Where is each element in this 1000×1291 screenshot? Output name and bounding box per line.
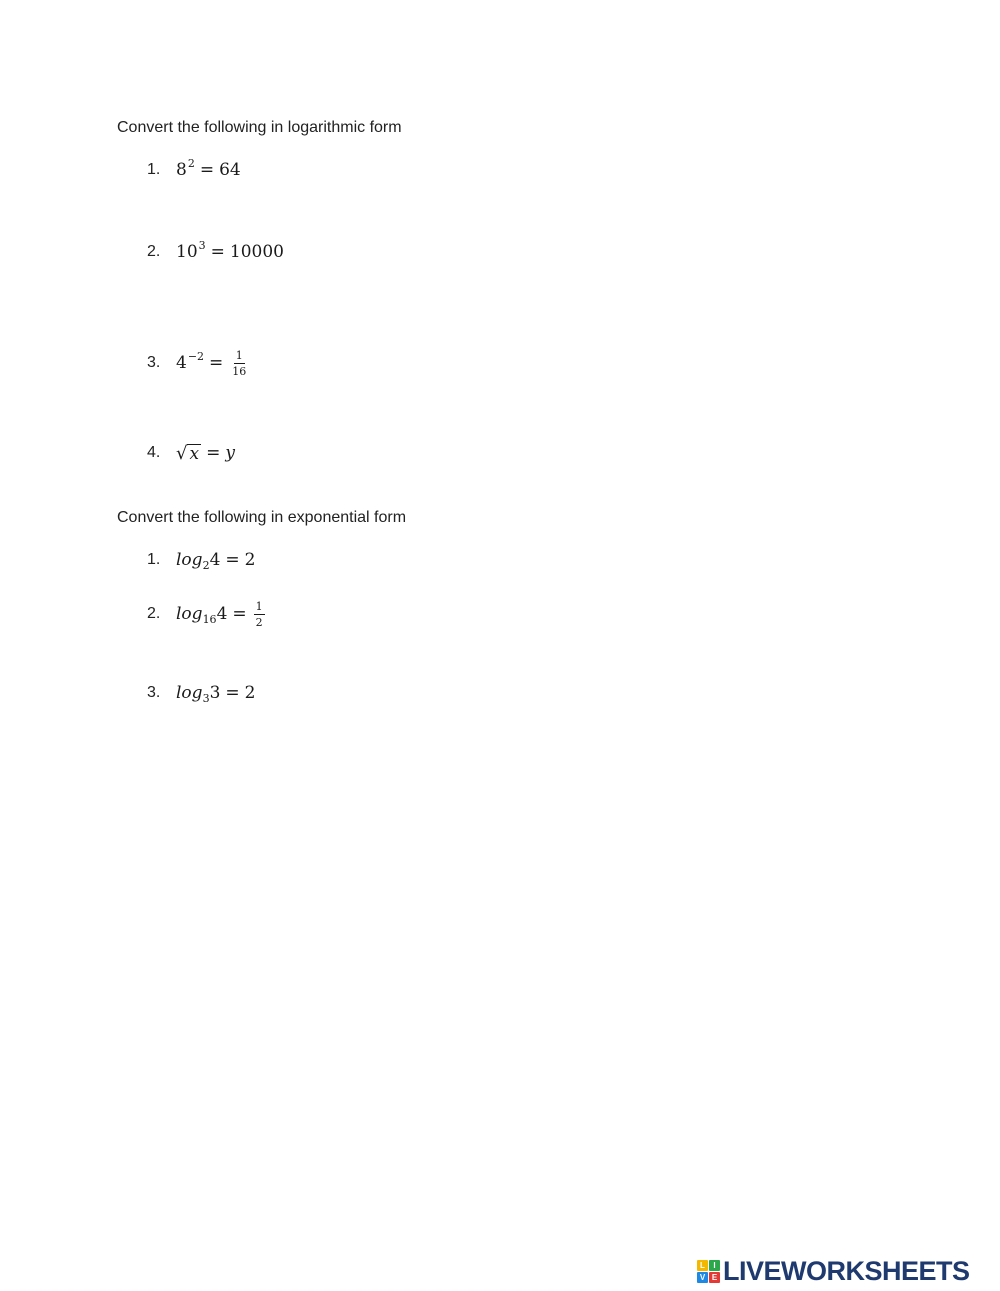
- equals-sign: =: [225, 550, 240, 570]
- log-question-4: [147, 433, 235, 473]
- equals-sign: =: [232, 604, 247, 624]
- question-number: 4.: [147, 444, 161, 461]
- rhs: y: [225, 443, 235, 463]
- exponent: 3: [198, 238, 206, 252]
- logo-mark-icon: [697, 1260, 720, 1283]
- question-number: 3.: [147, 684, 161, 701]
- logo-text: LIVEWORKSHEETS: [723, 1256, 970, 1286]
- logo-mark-tile: L: [697, 1260, 708, 1271]
- section-heading-logarithmic: Convert the following in logarithmic form: [117, 119, 402, 136]
- base: 10: [176, 242, 198, 262]
- rhs: 10000: [229, 242, 284, 262]
- log-base: 3: [202, 691, 210, 705]
- log-base: 16: [202, 612, 217, 626]
- exp-question-1: [147, 540, 255, 580]
- exponent: 2: [187, 156, 195, 170]
- log-argument: 4: [216, 604, 228, 624]
- equation: [176, 550, 255, 570]
- numerator: 1: [235, 348, 243, 362]
- rhs: 64: [219, 160, 241, 180]
- log-function: log: [176, 604, 203, 624]
- equals-sign: =: [209, 353, 224, 373]
- log-function: log: [176, 683, 203, 703]
- radical-sign-icon: √: [176, 442, 188, 464]
- liveworksheets-logo: [697, 1256, 970, 1287]
- logo-mark-tile: I: [709, 1260, 720, 1271]
- log-argument: 4: [209, 550, 221, 570]
- equals-sign: =: [206, 443, 221, 463]
- equals-sign: =: [210, 242, 225, 262]
- equation: [176, 238, 284, 262]
- question-number: 2.: [147, 605, 161, 622]
- question-number: 2.: [147, 243, 161, 260]
- denominator: 16: [232, 364, 247, 378]
- rhs: 2: [244, 550, 256, 570]
- logo-mark-tile: E: [709, 1272, 720, 1283]
- log-question-1: [147, 150, 241, 190]
- log-argument: 3: [209, 683, 221, 703]
- fraction: [254, 600, 265, 629]
- equation: [176, 600, 265, 629]
- log-question-3: [147, 343, 248, 383]
- equation: [176, 349, 248, 378]
- log-question-2: [147, 232, 284, 272]
- exp-question-2: [147, 594, 265, 634]
- exponent: −2: [187, 349, 205, 363]
- base: 4: [176, 353, 187, 373]
- equals-sign: =: [225, 683, 240, 703]
- question-number: 1.: [147, 161, 161, 178]
- square-root: [176, 444, 201, 463]
- denominator: 2: [255, 615, 263, 629]
- rhs: 2: [244, 683, 256, 703]
- equation: [176, 683, 255, 703]
- logo-mark-tile: V: [697, 1272, 708, 1283]
- equation: [176, 156, 241, 180]
- equation: [176, 443, 235, 463]
- radicand: x: [189, 443, 200, 464]
- numerator: 1: [255, 599, 263, 613]
- base: 8: [176, 160, 187, 180]
- log-base: 2: [202, 558, 210, 572]
- question-number: 3.: [147, 354, 161, 371]
- fraction: [230, 349, 248, 378]
- log-function: log: [176, 550, 203, 570]
- question-number: 1.: [147, 551, 161, 568]
- section-heading-exponential: Convert the following in exponential form: [117, 509, 407, 526]
- exp-question-3: [147, 673, 255, 713]
- equals-sign: =: [199, 160, 215, 180]
